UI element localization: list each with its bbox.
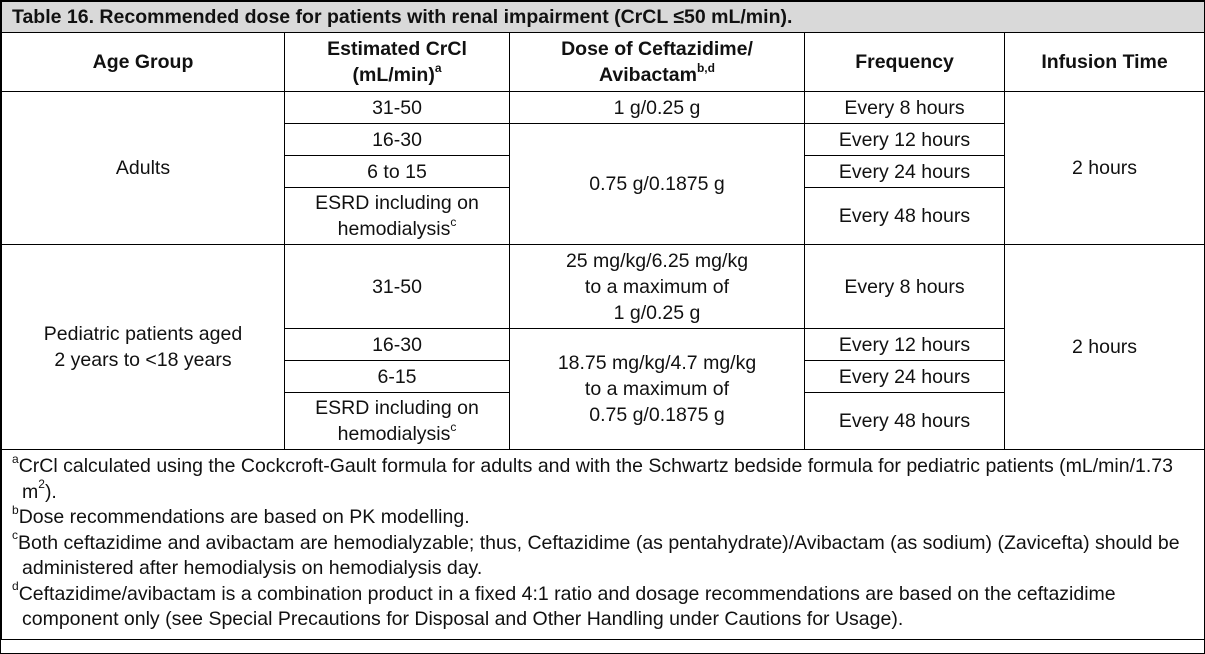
footnote-d xyxy=(12,579,1192,633)
pediatric-age-line2: 2 years to <18 years xyxy=(54,349,232,371)
footnote-ref-c: c xyxy=(450,214,457,229)
pediatric-dose-2-line2: to a maximum of xyxy=(584,378,730,400)
adults-frequency-12h: Every 12 hours xyxy=(805,124,1005,156)
header-dose xyxy=(510,33,805,92)
pediatric-frequency-8h: Every 8 hours xyxy=(805,245,1005,329)
header-row xyxy=(2,33,1205,92)
pediatric-dose-2 xyxy=(510,329,805,450)
footnotes-row xyxy=(2,450,1205,640)
footnote-d-text: Ceftazidime/avibactam is a combination product in a fixed 4:1 ratio and dosage recommendations are based on the ceftazidime component only (see Special Precautions for Disposal and Other Handling under Cautions for Usage). xyxy=(18,582,1116,630)
pediatric-crcl-31-50: 31-50 xyxy=(285,245,510,329)
pediatric-frequency-48h: Every 48 hours xyxy=(805,393,1005,450)
renal-dosing-table xyxy=(1,1,1205,640)
header-dose-line1: Dose of Ceftazidime/ xyxy=(561,38,753,60)
footnote-b xyxy=(12,502,1192,531)
pediatric-frequency-24h: Every 24 hours xyxy=(805,361,1005,393)
adults-age-group: Adults xyxy=(2,92,285,245)
adults-crcl-31-50: 31-50 xyxy=(285,92,510,124)
adults-infusion-time: 2 hours xyxy=(1005,92,1205,245)
adults-frequency-8h: Every 8 hours xyxy=(805,92,1005,124)
header-dose-line2: Avibactam xyxy=(599,64,697,86)
footnote-a xyxy=(12,451,1192,505)
header-crcl-line1: Estimated CrCl xyxy=(327,38,467,60)
pediatric-dose-2-line1: 18.75 mg/kg/4.7 mg/kg xyxy=(557,352,757,374)
header-estimated-crcl xyxy=(285,33,510,92)
footnote-a-text-2: ). xyxy=(44,480,57,503)
footnote-d-marker: d xyxy=(12,579,19,593)
pediatric-age-line1: Pediatric patients aged xyxy=(43,323,243,345)
adults-dose-2: 0.75 g/0.1875 g xyxy=(510,124,805,245)
pediatric-crcl-esrd xyxy=(285,393,510,450)
footnote-a-superscript: 2 xyxy=(38,477,45,491)
adults-esrd-line2: hemodialysis xyxy=(337,218,451,240)
footnote-c xyxy=(12,528,1192,582)
pediatric-age-group xyxy=(2,245,285,450)
table-row xyxy=(2,245,1205,329)
header-infusion-time: Infusion Time xyxy=(1005,33,1205,92)
adults-frequency-24h: Every 24 hours xyxy=(805,156,1005,188)
footnotes xyxy=(2,450,1205,640)
footnote-b-marker: b xyxy=(12,502,19,517)
pediatric-crcl-6-15: 6-15 xyxy=(285,361,510,393)
adults-frequency-48h: Every 48 hours xyxy=(805,188,1005,245)
footnote-a-text-1: CrCl calculated using the Cockcroft-Gault formula for adults and with the Schwartz bedside formula for pediatric patients (mL/min/1.73 m xyxy=(18,455,1173,503)
pediatric-esrd-line1: ESRD including on xyxy=(315,397,479,419)
footnote-c-text: Both ceftazidime and avibactam are hemodialyzable; thus, Ceftazidime (as pentahydrate)/Avibactam (as sodium) (Zavicefta) should be administered after hemodialysis on hemodialysis day. xyxy=(18,531,1180,579)
footnote-ref-bd: b,d xyxy=(696,60,715,75)
pediatric-frequency-12h: Every 12 hours xyxy=(805,329,1005,361)
pediatric-crcl-16-30: 16-30 xyxy=(285,329,510,361)
pediatric-dose-1-line2: to a maximum of xyxy=(584,275,730,298)
footnote-ref-c: c xyxy=(450,419,457,434)
adults-crcl-6-15: 6 to 15 xyxy=(285,156,510,188)
pediatric-dose-1-line3: 1 g/0.25 g xyxy=(613,301,701,324)
header-age-group: Age Group xyxy=(2,33,285,92)
footnote-a-marker: a xyxy=(12,451,19,466)
header-frequency: Frequency xyxy=(805,33,1005,92)
footnote-c-marker: c xyxy=(12,528,18,542)
pediatric-infusion-time: 2 hours xyxy=(1005,245,1205,450)
table-row xyxy=(2,92,1205,124)
pediatric-esrd-line2: hemodialysis xyxy=(337,423,451,445)
footnote-ref-a: a xyxy=(434,60,442,75)
pediatric-dose-1-line1: 25 mg/kg/6.25 mg/kg xyxy=(565,249,749,272)
table-title: Table 16. Recommended dose for patients with renal impairment (CrCL ≤50 mL/min). xyxy=(2,2,1205,33)
adults-dose-1: 1 g/0.25 g xyxy=(510,92,805,124)
header-crcl-line2: (mL/min) xyxy=(352,64,435,86)
pediatric-dose-2-line3: 0.75 g/0.1875 g xyxy=(589,404,725,426)
adults-crcl-16-30: 16-30 xyxy=(285,124,510,156)
footnote-b-text: Dose recommendations are based on PK modelling. xyxy=(18,506,470,528)
adults-crcl-esrd xyxy=(285,188,510,245)
adults-esrd-line1: ESRD including on xyxy=(315,192,479,214)
pediatric-dose-1 xyxy=(510,245,805,329)
